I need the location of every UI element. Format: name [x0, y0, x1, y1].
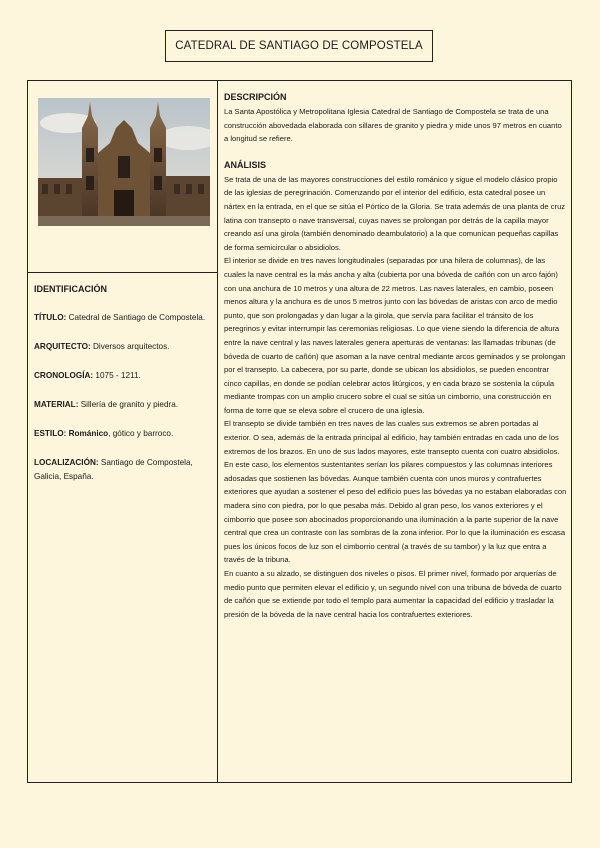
material-label: MATERIAL: [34, 400, 79, 409]
field-material [34, 398, 212, 412]
text-panel [224, 90, 567, 621]
analisis-paragraph-4: En este caso, los elementos sustentantes serían los pilares compuestos y las columnas interiores adosadas que sostienen las bóvedas. Aunque también cuenta con unos muros y contrafuertes exteriores que ayudan a sostener el peso del edificio pues las bóvedas ya no estaban elaboradas con madera sino con piedra, por lo que pesaba más. Debido al gran peso, los vanos exteriores y el cimborrio que posee son abocinados proporcionando una iluminación a la parte superior de la nave central que crea un contraste con las sombras de la zona inferior. Por lo que la iluminación es escasa pues los únicos focos de luz son el cimborrio central (a través de su tambor) y la luz que entra a través de la tribuna. [224, 460, 567, 565]
identification-heading: IDENTIFICACIÓN [34, 284, 107, 294]
titulo-label: TÍTULO: [34, 313, 67, 322]
arquitecto-value: Diversos arquitectos. [93, 342, 170, 351]
column-divider [217, 81, 218, 782]
descripcion-heading: DESCRIPCIÓN [224, 92, 287, 102]
cronologia-label: CRONOLOGÍA: [34, 371, 94, 380]
localizacion-label: LOCALIZACIÓN: [34, 458, 99, 467]
identification-panel [34, 282, 212, 499]
cathedral-photo [38, 98, 210, 226]
field-estilo [34, 427, 212, 441]
field-cronologia [34, 369, 212, 383]
arquitecto-label: ARQUITECTO: [34, 342, 91, 351]
descripcion-text: La Santa Apostólica y Metropolitana Iglesia Catedral de Santiago de Compostela se trata de una construcción abovedada elaborada con sillares de granito y piedra y mide unos 97 metros en cuanto a longitud se refiere. [224, 107, 562, 144]
material-value: Sillería de granito y piedra. [80, 400, 179, 409]
estilo-bold-value: Románico [68, 429, 109, 438]
analisis-paragraph-2: El interior se divide en tres naves longitudinales (separadas por una hilera de columnas), de las cuales la nave central es la más ancha y alta (cubierta por una bóveda de cañón con un arco fajón) con una anchura de 10 metros y una altura de 22 metros. Las naves laterales, en cambio, poseen menos altura y la anchura es de unos 5 metros junto con las bóvedas de aristas con arco de medio punto, que son prolongadas y dan lugar a la girola, que servía para facilitar el tránsito de los peregrinos y evitar interrumpir las ceremonias religiosas. Lo que viene siendo la diferencia de altura entre la nave central y las naves laterales genera aperturas de ventanas: las llamadas tribunas (de bóveda de cuarto de cañón) que asoman a la nave central mediante arcos geminados y se prolongan por el transepto. La cabecera, por su parte, donde se ubican los absidiolos, se pueden encontrar cinco capillas, en donde se podían celebrar actos litúrgicos, y en cada brazo se sostenía la cúpula mediante trompas con un amplio crucero sobre el cual se sitúa un cimborrio, una construcción en forma de torre que se eleva sobre el crucero de una iglesia. [224, 256, 566, 415]
analisis-paragraph-1: Se trata de una de las mayores construcciones del estilo románico y sigue el modelo clásico propio de las iglesias de peregrinación. Comenzando por el interior del edificio, esta catedral posee un nártex en la entrada, en el que se sitúa el Pórtico de la Gloria. Se trata además de una planta de cruz latina con transepto o nave transversal, cuyas naves se prolongan por detrás de la capilla mayor creando así una girola (también denominado deambulatorio) a la que comunican pequeñas capillas de forma semicircular o absidiolos. [224, 174, 566, 252]
analisis-paragraph-5: En cuanto a su alzado, se distinguen dos niveles o pisos. El primer nivel, formado por arquerías de medio punto que permiten elevar el edificio y, un segundo nivel con una tribuna de bóveda de cuarto de cañón que se extiende por todo el templo para aumentar la capacidad del edificio y trasladar la presión de la bóveda de la nave central hacia los contrafuertes exteriores. [224, 569, 562, 619]
titulo-value: Catedral de Santiago de Compostela. [68, 313, 206, 322]
field-localizacion [34, 456, 212, 484]
row-divider [28, 272, 217, 273]
field-titulo [34, 311, 212, 325]
document-title-box [165, 30, 433, 62]
analisis-heading: ANÁLISIS [224, 159, 267, 170]
localizacion-value: Santiago de Compostela, Galicia, España. [34, 458, 193, 481]
field-arquitecto [34, 340, 212, 354]
estilo-label: ESTILO: [34, 429, 67, 438]
analisis-paragraph-3: El transepto se divide también en tres naves de las cuales sus extremos se abren portadas al exterior. O sea, además de la entrada principal al edificio, hay también entradas en cada uno de los extremos de los brazos. En uno de sus lados mayores, este transepto cuenta con cuatro absidiolos. [224, 419, 560, 456]
content-table [27, 80, 572, 783]
cronologia-value: 1075 - 1211. [95, 371, 141, 380]
estilo-value: , gótico y barroco. [108, 429, 174, 438]
document-title: CATEDRAL DE SANTIAGO DE COMPOSTELA [175, 40, 423, 52]
